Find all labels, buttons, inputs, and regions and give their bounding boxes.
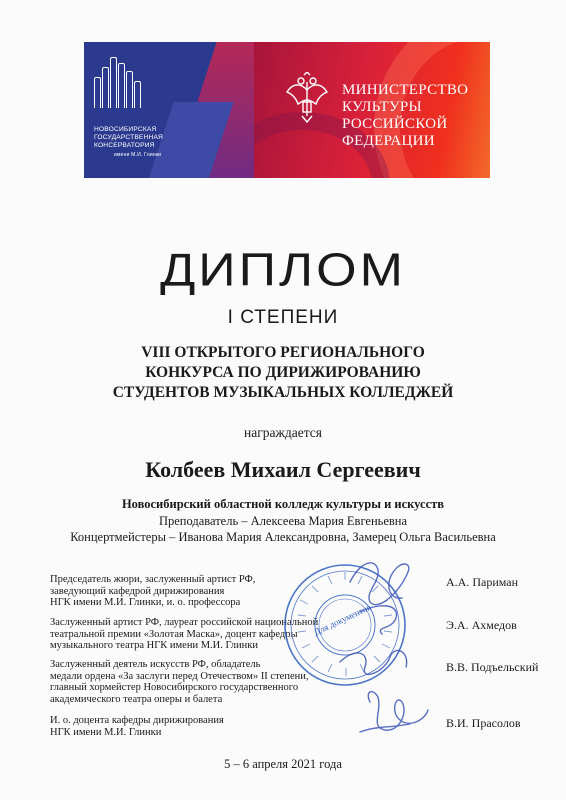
accompanists-line: Концертмейстеры – Иванова Мария Александровна, Замерец Ольга Васильевна — [70, 530, 496, 544]
signatory-line: Заслуженный артист РФ, лауреат российской национальной — [50, 617, 319, 628]
contest-line: КОНКУРСА ПО ДИРИЖИРОВАНИЮ — [145, 364, 421, 381]
teacher-line: Преподаватель – Алексеева Мария Евгеньевна — [158, 514, 408, 528]
signatory-line: Заслуженный деятель искусств РФ, обладатель — [50, 659, 261, 670]
ministry-line: РОССИЙСКОЙ ФЕДЕРАЦИИ — [342, 116, 448, 149]
conservatory-line: ГОСУДАРСТВЕННАЯ — [94, 134, 164, 141]
signatory-name: В.И. Прасолов — [446, 716, 521, 730]
signatory-line: И. о. доцента кафедры дирижирования — [50, 715, 224, 726]
signatory-line: Председатель жюри, заслуженный артист РФ, — [50, 574, 256, 585]
recipient-name: Колбеев Михаил Сергеевич — [145, 457, 421, 482]
conservatory-subtitle: имени М.И. Глинки — [114, 152, 162, 158]
signatory-line: главный хормейстер Новосибирского государственного — [50, 682, 299, 693]
signatory-line: академического театра оперы и балета — [50, 693, 223, 705]
institution-name: Новосибирский областной колледж культуры и искусств — [121, 497, 445, 511]
signatory-line: заведующий кафедрой дирижирования — [50, 585, 225, 597]
organ-pipes-logo-icon — [94, 56, 146, 108]
conservatory-name — [94, 126, 204, 159]
contest-line: VIII ОТКРЫТОГО РЕГИОНАЛЬНОГО — [141, 344, 425, 361]
conservatory-line: НОВОСИБИРСКАЯ — [94, 126, 157, 133]
handwritten-signatures — [330, 552, 450, 742]
contest-line: СТУДЕНТОВ МУЗЫКАЛЬНЫХ КОЛЛЕДЖЕЙ — [112, 384, 454, 401]
signatory-line: медали ордена «За заслуги перед Отечеством» II степени, — [50, 670, 309, 682]
signatory-name: В.В. Подъельский — [446, 660, 539, 674]
ministry-name — [342, 82, 490, 150]
ministry-line: МИНИСТЕРСТВО КУЛЬТУРЫ — [342, 82, 469, 115]
signatory-description — [50, 715, 340, 738]
conservatory-panel — [84, 42, 254, 178]
signatory-line: НГК имени М.И. Глинки, и. о. профессора — [50, 597, 241, 608]
signatory-line: театральной премии «Золотая Маска», доцент кафедры — [50, 628, 298, 640]
awarded-label: награждается — [244, 425, 322, 440]
conservatory-line: КОНСЕРВАТОРИЯ — [94, 142, 155, 149]
diploma-degree: I СТЕПЕНИ — [227, 307, 339, 328]
diploma-title: ДИПЛОМ — [160, 243, 406, 297]
signatory-name: А.А. Париман — [446, 575, 519, 589]
event-date: 5 – 6 апреля 2021 года — [224, 757, 342, 771]
contest-name — [0, 343, 566, 403]
signatory-line: НГК имени М.И. Глинки — [50, 726, 162, 738]
header-banner — [84, 42, 490, 178]
stamp-text: Для документов — [312, 601, 373, 638]
double-headed-eagle-icon — [284, 72, 330, 124]
ministry-panel — [254, 42, 490, 178]
signatory-line: музыкального театра НГК имени М.И. Глинки — [50, 640, 258, 651]
signatory-name: Э.А. Ахмедов — [446, 618, 517, 632]
